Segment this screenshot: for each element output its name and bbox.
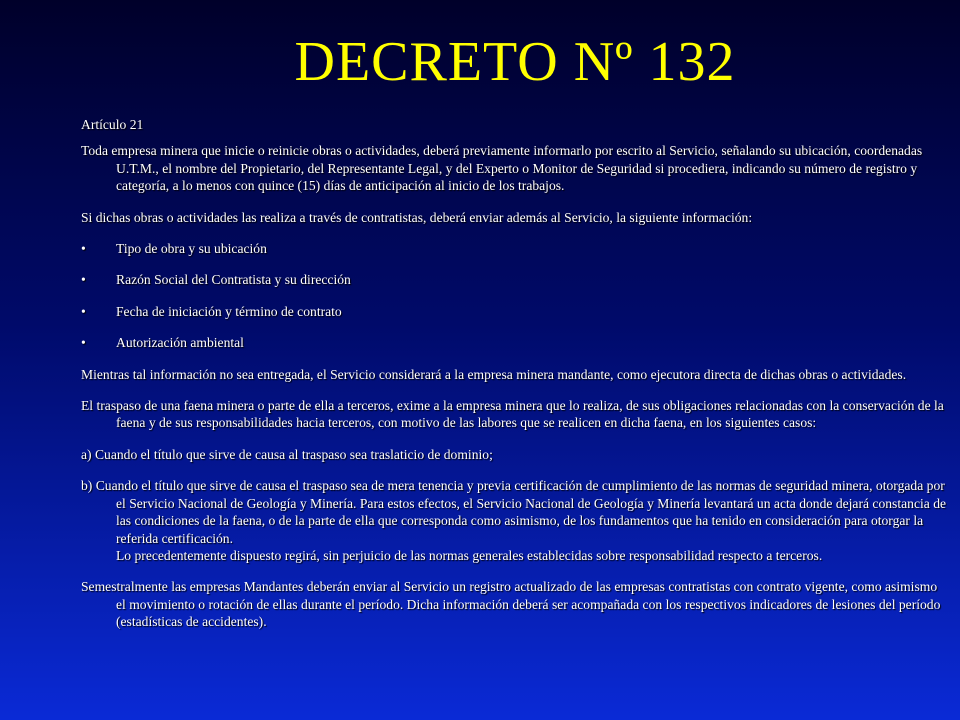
bullet-icon: • [81,272,86,288]
slide-content [81,116,947,645]
paragraph-transfer: El traspaso de una faena minera o parte de ella a terceros, exime a la empresa minera que lo realiza, de sus obligaciones relacionadas con la conservación de la faena y de sus responsabilidades hacia terceros, con motivo de las labores que se realicen en dicha faena, en los siguientes casos: [81,398,944,431]
list-item-b [81,477,947,564]
article-heading: Artículo 21 [81,117,144,132]
slide-title: DECRETO Nº 132 [294,31,736,93]
bullet-text: Tipo de obra y su ubicación [116,241,267,257]
bullet-icon: • [81,303,86,319]
paragraph-initial-notice: Toda empresa minera que inicie o reinicie obras o actividades, deberá previamente informarlo por escrito al Servicio, señalando su ubicación, coordenadas U.T.M., el nombre del Propietario, del Representante Legal, y del Experto o Monitor de Seguridad si procediera, indicando su número de registro y categoría, a lo menos con quince (15) días de anticipación al inicio de los trabajos. [81,143,923,194]
paragraph-contractors: Si dichas obras o actividades las realiza a través de contratistas, deberá enviar además al Servicio, la siguiente información: [81,209,753,225]
bullet-text: Razón Social del Contratista y su dirección [116,272,351,288]
bullet-item [81,271,947,288]
bullet-text: Autorización ambiental [116,335,244,351]
list-item-b-continuation: Lo precedentemente dispuesto regirá, sin perjuicio de las normas generales establecidas sobre responsabilidad respecto a terceros. [116,547,823,563]
paragraph-mandante: Mientras tal información no sea entregada, el Servicio considerará a la empresa minera mandante, como ejecutora directa de dichas obras o actividades. [81,366,907,382]
bullet-item [81,334,947,351]
bullet-item [81,303,947,320]
list-item-a: a) Cuando el título que sirve de causa al traspaso sea traslaticio de dominio; [81,446,493,462]
paragraph-semester-report: Semestralmente las empresas Mandantes deberán enviar al Servicio un registro actualizado de las empresas contratistas con contrato vigente, como asimismo el movimiento o rotación de ellas durante el período. Dicha información deberá ser acompañada con los respectivos indicadores de lesiones del período (estadísticas de accidentes). [81,579,941,630]
bullet-text: Fecha de iniciación y término de contrato [116,303,342,319]
list-item-b-text: b) Cuando el título que sirve de causa el traspaso sea de mera tenencia y previa certificación de cumplimiento de las normas de seguridad minera, otorgada por el Servicio Nacional de Geología y Minería. Para estos efectos, el Servicio Nacional de Geología y Minería levantará un acta donde dejará constancia de las condiciones de la faena, o de la parte de ella que corresponda como asimismo, de los fundamentos que ha tenido en consideración para otorgar la referida certificación. [81,478,947,546]
bullet-item [81,240,947,257]
bullet-icon: • [81,241,86,257]
bullet-icon: • [81,335,86,351]
